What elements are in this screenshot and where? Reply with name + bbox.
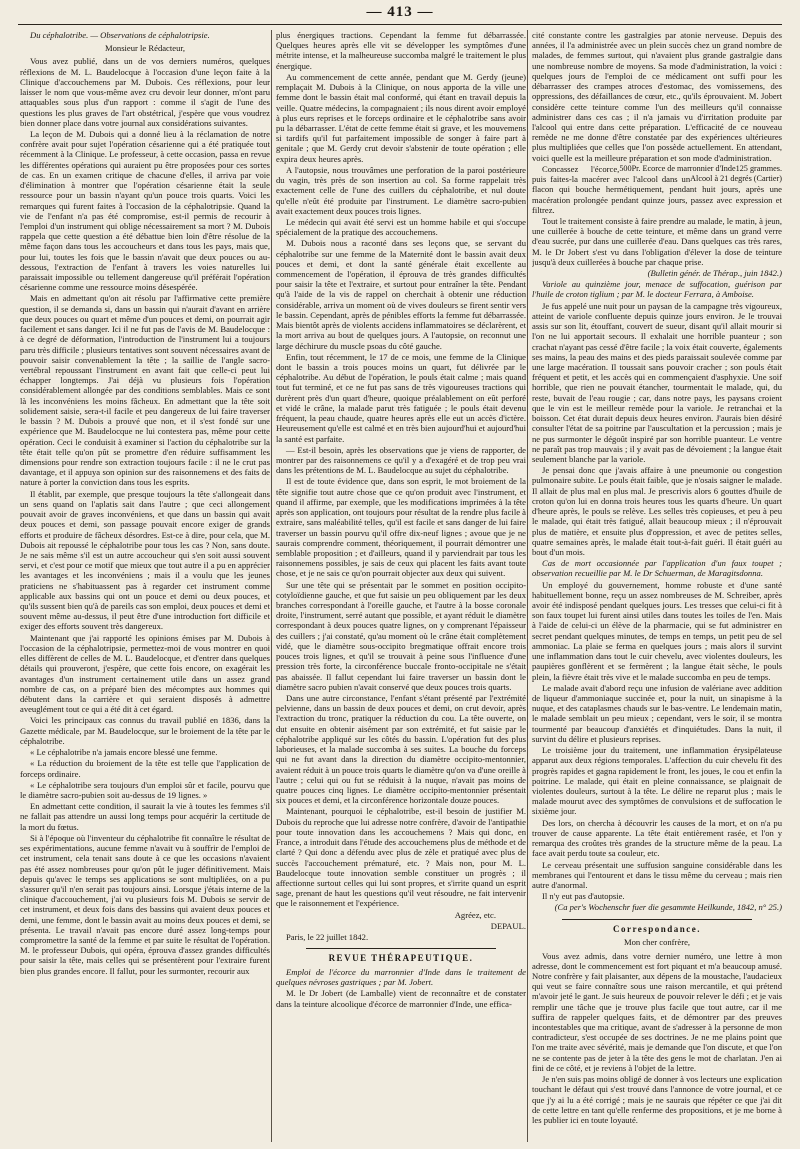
paragraph: Le cerveau présentait une suffusion sanguine considérable dans les membranes qui l'entourent et dans le tissu même du cerveau ; mais rien autre d'anormal. [532, 859, 782, 890]
paragraph: En admettant cette condition, il saurait la vie à toutes les femmes s'il ne fallait pas attendre un aussi long temps pour acquérir la certitude de la mort du fœtus. [20, 801, 270, 832]
column-divider [527, 30, 528, 1142]
paragraph: Il n'y eut pas d'autopsie. [542, 891, 625, 902]
paragraph: — Est-il besoin, après les observations que je viens de rapporter, de montrer par des raisonnemens ce qu'il y a d'exagéré et de trop peu vrai dans les prétentions de M. L. Baudelocque au sujet du céphalotribe. [276, 444, 526, 476]
column-2 [276, 30, 526, 1142]
column-divider [271, 30, 272, 1142]
paragraph: Sur une tête qui se présentait par le sommet en position occipito-cotyloïdienne gauche, et que fut saisie un peu obliquement par les deux branches correspondant à l'oreille gauche, et l'autre à la bosse coronale droite, l'instrument, serré autant que possible, et ayant réduit le diamètre correspondant à deux pouces quatre lignes, on y comprenant l'épaisseur des cuillers ; j'ai constaté, qu'au moment où le crâne était complètement vidé, que le diamètre sous-occipito bregmatique offrait encore trois pouces trois lignes, et qu'il se trouvait à peine sous l'influence d'une pression très forte, la circonférence buccale fronto-occipitale ne s'était pas abaissée. Il fallut cependant lui faire traverser un bassin dont le diamètre sacro pubien n'avait conservé que deux pouces trois quarts. [276, 579, 526, 692]
paragraph: Des lors, on chercha à découvrir les causes de la mort, et on n'a pu trouver de cause apparente. La tête était entièrement rasée, et l'on y remarqua des croûtes très grandes de la structure même de la peau. La face avait perdu toute sa couleur, etc. [532, 817, 782, 859]
column-3: cité constante contre les gastralgies par atonie nerveuse. Depuis des années, il l'a administrée avec un plein succès chez un grand nombre de malades, de femmes surtout, qui n'avaient plus grande gastralgie dans une nombreuse nombre de moyens. Sa mode d'administration, la voici : quelques jours de l'emploi de ce médicament ont suffi pour les débarrasser des crampes atroces d'estomac, des vomissemens, des oppressions, des défaillances de cœur, etc., qu'ils éprouvaient. M. Jobert considère cette teinture comme l'un des meilleurs qu'il connaisse administrer dans ces cas ; il n'a jamais vu d'irritation produite par l'alcool qui entre dans cette préparation. L'efficacité de ce nouveau remède ne me donne d'être constatée par des expériences ultérieures plus multipliées que celles que l'on possède actuellement. En attendant, voici quelle est la meilleure préparation et son mode d'administration. 125 grammes. Pr. Ecorce de marronnier d'Inde 500 Alcool à 21 degrés (Cartier) Concassez l'écorce, puis faites-la macérer avec l'alcool dans un flacon qui bouche hermétiquement, pendant huit jours, après une macération prolongée pendant quinze jours, passez avec expression et filtrez. Tout le traitement consiste à faire prendre au malade, le matin, à jeun, une cuillerée à bouche de cette teinture, et même dans un grand verre d'eau sucrée, pur dans une cuillerée d'eau. Dans quelques cas très rares, M. le Dr Jobert s'est vu dans l'obligation d'élever la dose de teinture jusqu'à deux cuillerées à bouche par chaque prise. (Bulletin génér. de Thérap., juin 1842.) Variole au quinzième jour, menace de suffocation, guérison par l'huile de croton tiglium ; par M. le docteur Ferrara, à Amboise. Je fus appelé une nuit pour un paysan de la campagne très vigoureux, atteint de variole confluente depuis quinze jours environ. Je le trouvai assis sur son lit, étouffant, couvert de sueur, disant qu'il allait mourir si l'on ne lui apportait secours. Il exhalait une horrible puanteur ; son crachat n'ayant pas cessé d'être facile ; la voix était couverte, égalements ses mains, la peau des mains et des pieds paraissait soulevée comme par une large macération. Il toussait sans pouvoir cracher ; son pouls était fréquent et petit, et les accès qui en commençaient d'asphyxie. Une soif horrible, que rien ne pouvait étancher, tourmentait le malade, qui, du reste, buvait de l'eau rougie ; car, dans notre pays, les paysans croient que le vin est le meilleur remède pour la variole. Je retranchai et la boisson. Cet état durait depuis deux heures environ. J'aurais bien désiré consulter l'état de sa poitrine par l'auscultation et la percussion ; mais je ne pus surmonter le dégoût inspiré par son horrible puanteur. Le ventre ne paraît pas trop mauvais ; il y avait pas de dévoiement ; la langue était seulement blanche par la variole. Je pensai donc que j'avais affaire à une pneumonie ou congestion pulmonaire subite. Le pouls était faible, que je n'osais saigner le malade. Il allait de plus mal en plus mal. Je prescrivis alors 6 gouttes d'huile de croton qu'on lui en donna trois heures tous les quarts d'heure. Un quart d'heure après, le pouls se relève. Les selles très copieuses, et peu à peu le malade, qui était très fatigué, allait beaucoup mieux ; il n'éprouvait plus de matière, et ensuite plus d'oppression, et avec de petites selles, quatre semaines après, le malade était tout-à-fait guéri. Il était guéri au bout d'un mois. Cas de mort occasionnée par l'application d'un faux toupet ; observation recueillie par M. le Dr Schuerman, de Maragitsdonna. Un employé du gouvernement, homme robuste et d'une santé habituellement bonne, reçu un assez nombreuses de M. Schreiber, après avoir été indisposé pendant quelques jours. Les tresses que celui-ci fit à son faux toupet lui furent ainsi utiles dans toutes les toiles de l'en. Mais à l'aide de celui-ci un élève de la pharmacie, qui se fut administrer en secret pendant quelques minutes, de temps en temps, un petit peu de sel ammoniac. La plaie se ferma en quelques jours ; mais alors il survint une inflammation dans tout le cuir chevelu, avec violentes douleurs, les paupières gonflèrent et se fermèrent ; la langue était sèche, le pouls plein, la fièvre était très vive et le malade succomba en peu de temps. Le malade avait d'abord reçu une infusion de valériane avec addition de liqueur d'ammoniaque succinée et, pour la nuit, un sinapisme à la nuque, et des cataplasmes chauds sur le bas-ventre. Le lendemain matin, le malade semblait un peu mieux ; cependant, vers le soir, il se montra tourmenté par beaucoup d'anxiétés et d'inquiétudes. Dans la nuit, il survint du délire et plusieurs reprises. Le troisième jour du traitement, une inflammation érysipélateuse apparut aux deux régions temporales. L'affection du cuir chevelu fit des progrès rapides et gagna rapidement le front, les joues, le cou et enfin la poitrine. Le malade, qui était en pleine connaissance, se plaignait de violentes douleurs, surtout à la tête. Le délire ne reparut plus ; mais le malade mourut avec des symptômes de convulsions et de suffocation le sixième jour. Des lors, on chercha à découvrir les causes de la mort, et on n'a pu trouver de cause apparente. La tête était entièrement rasée, et l'on y remarqua des croûtes très grandes de la structure même de la peau. La face avait perdu toute sa couleur, etc. Le cerveau présentait une suffusion sanguine considérable dans les membranes qui l'entourent et dans le tissu même du cerveau ; mais rien autre d'anormal. Il n'y eut pas d'autopsie. (Ca per's Wochenschr fuer die gesammte Heilkunde, 1842, n° 25.) Correspondance. Mon cher confrère, Vous avez admis, dans votre dernier numéro, une lettre à mon adresse, dont le commencement est fort piquant et m'a beaucoup amusé. Notre confrère y fait plaisanter, aux dépens de la moustache, l'audacieux qui veut se faire connaître sous une raison mercantile, et qui prétend m'avoir jeté le gant. Je suis heureux de pouvoir relever le défi ; et je vais remplir une tâche que je trouve plus facile que tout autre, car il me suffira de rappeler quelques faits, et de démontrer par des preuves incontestables que ma critique, avant de s'adresser à la personne de mon contradicteur, s'est occupée de ses doctrines. Je ne me plains point que l'on me traite avec sévérité, mais je demande que l'on discute, et que l'on ne se contente pas de jeter à la tête des gens le mot de charlatan. J'en ai fini de ce côté, et je reviens à l'objet de la lettre. Je n'en suis pas moins obligé de donner à vos lecteurs une explication touchant le défaut qui s'est trouvé dans l'annonce de votre journal, et ce que j'y ai lu a été corrigé ; mais je ne saurais que répéter ce que j'ai dit de cette lettre en tant qu'elle renferme des propositions, et je me borne à les publier ici en toute loyauté. [532, 30, 782, 1126]
paragraph: M. Dubois nous a raconté dans ses leçons que, se servant du céphalotribe sur une femme de la Maternité dont le bassin avait deux pouces et demi, et dont la santé générale était excellente au commencement de l'opération, il éprouva de très grandes difficultés pour saisir la tête et l'extraire, et surtout pour entraîner la tête. Pendant qu'à l'aide de la vis de rappel on cherchait à obtenir une réduction considérable, arriva un moment où de vives douleurs se firent sentir vers le bassin. Cependant, après de pénibles efforts la femme fut débarrassée. Mais bientôt après de violents accidens inflammatoires se déclarèrent, et la mort arriva au bout de quelques jours. A l'autopsie, on reconnut une large déchirure du muscle psoas du côté gauche. [276, 238, 526, 351]
paragraph: Voici les principaux cas connus du travail publié en 1836, dans la Gazette médicale, par M. Baudelocque, sur le broiement de la tête par le céphalotribe. [20, 715, 270, 746]
section-rule [562, 919, 752, 920]
paragraph: Dans une autre circonstance, l'enfant s'étant présenté par l'extrémité pelvienne, dans un bassin de deux pouces et demi, on crut devoir, après l'extraction du tronc, pratiquer la réduction du cou. La tête ouverte, on dut ensuite en obtenir aisément par son extrémité, et fut saisie par le céphalotribe appliqué sur les côtés du bassin. L'opération fut des plus laborieuses, et la malade succomba à ses suites. La bouche du forceps qui ne fut avant dans la direction du diamètre occipito-mentonnier, avaient réduit à un pouce trois quarts le diamètre qu'on va d'une oreille à l'autre ; celui qui ou fut se réduisit à la nuque, n'avait pas moins de quatre pouces cinq lignes. Le diamètre occipito-mentonnier présentait six pouces et demi, et la circonférence horizontale douze pouces. [276, 693, 526, 806]
paragraph: plus énergiques tractions. Cependant la femme fut débarrassée. Quelques heures après elle vit se développer les symptômes d'une métrite intense, et la malheureuse succomba malgré le traitement le plus énergique. [276, 30, 526, 71]
paragraph: Maintenant que j'ai rapporté les opinions émises par M. Dubois à l'occasion de la céphalotripsie, permettez-moi de vous montrer en quoi elles diffèrent de celles de M. L. Baudelocque, et d'entrer dans quelques détails qui prouveront, j'espère, que cette fois encore, on exagérait les avantages d'un instrument certainement utile dans un assez grand nombre de cas, on a préparé bien des mécomptes aux hommes qui débutent dans la carrière et qui seraient disposés à admettre aveuglément tout ce qui a été dit à cet égard. [20, 632, 270, 715]
dateline: Paris, le 22 juillet 1842. [286, 932, 369, 943]
paragraph: Concassez l'écorce, puis faites-la macérer avec l'alcool dans un flacon qui bouche hermétiquement, pendant huit jours, après une macération prolongée pendant quinze jours, passez avec expression et filtrez. [532, 163, 782, 215]
paragraph: Vous avez publié, dans un de vos derniers numéros, quelques réflexions de M. L. Baudelocque à l'occasion d'une leçon faite à la Clinique d'accouchemens par M. Dubois. Ces réflexions, pour leur laisser le nom que vous-même avez cru devoir leur donner, m'ont paru attaquables sous plus d'un rapport : comme il s'agit de l'une des questions les plus graves de l'art obstétrical, j'espère que vous voudrez bien donner place dans votre journal aux considérations suivantes. [20, 56, 270, 128]
paragraph: La leçon de M. Dubois qui a donné lieu à la réclamation de notre confrère avait pour sujet l'opération césarienne qui a été pratiquée tout récemment à la Clinique. Le professeur, à cette occasion, passa en revue les différentes opérations qui auraient pu être proposées pour ces sortes de cas. En un examen critique de chacune d'elles, il arriva par voie d'élimination à montrer que l'opération césarienne était la seule ressource pour un bassin n'ayant qu'un pouce trois quarts. Voici les remarques qui furent faites à l'occasion de la céphalotripsie. Quand la vie de l'enfant n'a pas été compromise, est-il permis de recourir à l'emploi d'un instrument qui oblige nécessairement sa mort ? M. Dubois rappela que cette question a été débattue bien loin d'être résolue de la même façon dans tous les accoucheurs et dans tous les pays, mais que, pour lui, toutes les fois que le bassin n'avait que deux pouces ou au-dessous, l'extraction de l'enfant à travers les voies naturelles lui paraissait impossible ou tellement dangereuse qu'il préférait l'opération césarienne comme une ressource moins désespérée. [20, 128, 270, 293]
quote-line: « Le céphalotribe n'a jamais encore blessé une femme. [30, 747, 218, 758]
paragraph: Je pensai donc que j'avais affaire à une pneumonie ou congestion pulmonaire subite. Le pouls était faible, que je n'osais saigner le malade. Il allait de plus mal en plus mal. Je prescrivis alors 6 gouttes d'huile de croton qu'on lui en donna trois heures tous les quarts d'heure. Un quart d'heure après, le pouls se relève. Les selles très copieuses, et peu à peu le malade, qui était très fatigué, allait beaucoup mieux ; il n'éprouvait plus de matière, et ensuite plus d'oppression, et avec de petites selles, quatre semaines après, le malade était tout-à-fait guéri. Il était guéri au bout d'un mois. [532, 465, 782, 557]
recipe-qty: 500 [619, 163, 632, 173]
paragraph: Le malade avait d'abord reçu une infusion de valériane avec addition de liqueur d'ammoniaque succinée et, pour la nuit, un sinapisme à la nuque, et des cataplasmes chauds sur le bas-ventre. Le lendemain matin, le malade semblait un peu mieux ; cependant, vers le soir, il se montra tourmenté par beaucoup d'anxiétés et d'inquiétudes. Dans la nuit, il survint du délire et plusieurs reprises. [532, 682, 782, 744]
paragraph: Je n'en suis pas moins obligé de donner à vos lecteurs une explication touchant le défaut qui s'est trouvé dans l'annonce de votre journal, et ce que j'y ai lu a été corrigé ; mais je ne saurais que répéter ce que j'ai dit de cette lettre en tant qu'elle renferme des propositions, et je me borne à les publier ici en toute loyauté. [532, 1074, 782, 1126]
paragraph: Maintenant, pourquoi le céphalotribe, est-il besoin de justifier M. Dubois du reproche que lui adresse notre confrère, d'avoir de l'antipathie pour toute innovation dans les accouchemens ? Mais qui donc, en France, a introduit dans l'étude des accouchemens plus de méthode et de clarté ? Qui donc a défendu avec plus de zèle et pratiqué avec plus de succès l'accouchement prématuré, etc. ? Mais non, pour M. L. Baudelocque toute innovation semble constituer un progrès ; il affectionne surtout celles qui lui sont propres, et s'irrite quand un esprit sage, prenant de haut les questions qu'il veut résoudre, ne fait intervenir que le raisonnement et l'expérience. [276, 806, 526, 909]
source-citation: (Bulletin génér. de Thérap., juin 1842.) [647, 268, 782, 279]
paragraph: Enfin, tout récemment, le 17 de ce mois, une femme de la Clinique dont le bassin a trois pouces moins un quart, fut délivrée par le céphalotribe. Au début de l'opération, le pouls était calme ; mais quand tout fut terminé, et ce ne fut pas sans de très vigoureuses tractions qui durèrent près d'un quart d'heure, quoique préalablement on eût perforé et vidé le crâne, la malade parut très fatiguée ; le pouls était devenu fréquent, la peau chaude, quatre heures après elle eut un accès d'ictère. Heureusement qu'elle est calmé et en très bien aujourd'hui et aujourd'hui la santé est parfaite. [276, 351, 526, 444]
paragraph: Le troisième jour du traitement, une inflammation érysipélateuse apparut aux deux régions temporales. L'affection du cuir chevelu fit des progrès rapides et gagna rapidement le front, les joues, le cou et enfin la poitrine. Le malade, qui était en pleine connaissance, se plaignait de violentes douleurs, surtout à la tête. Le délire ne reparut plus ; mais le malade mourut avec des symptômes de convulsions et de suffocation le sixième jour. [532, 745, 782, 817]
paragraph: Le médecin qui avait été servi est un homme habile et qui s'occupe spécialement de la pratique des accouchemens. [276, 216, 526, 238]
paragraph: Si à l'époque où l'inventeur du céphalotribe fit connaître le résultat de ses expérimentations, aucune femme n'avait vu à souffrir de l'emploi de cet instrument, cela tenait sans doute à ce que les occasions n'avaient pas été assez nombreuses pour qu'on pût le juger définitivement. Mais depuis qu'avec le temps ses applications se sont multipliées, on a pu s'assurer qu'il n'en serait pas toujours ainsi. Lorsque j'étais interne de la clinique d'accouchement, j'ai vu plusieurs fois M. Dubois se servir de cet instrument, et deux fois dans des bassins qui avaient deux pouces et demi, une femme, dont le bassin avait au moins deux pouces et demi, se présenta. Le travail n'avait pas encore duré assez long-temps pour compromettre la santé de la femme et par suite le résultat de l'opération. M. le professeur Dubois, qui opéra, éprouva d'assez grandes difficultés pour saisir la tête, mais celles qui se présentèrent pour l'extraire furent bien plus grandes encore. Il fallut, pour les surmonter, recourir aux [20, 832, 270, 976]
column-1 [20, 30, 270, 1142]
recipe-qty: 125 grammes. [735, 163, 782, 173]
section-heading: Correspondance. [612, 923, 702, 934]
article-title: Du céphalotribe. — Observations de céphalotripsie. [30, 30, 210, 40]
paragraph: A l'autopsie, nous trouvâmes une perforation de la paroi postérieure du vagin, très près de son insertion au col. Sa forme rappelait très exactement celle de l'une des cuillers du céphalotribe, et nul doute qu'elle n'eût été produite par l'instrument. Le diamètre sacro-pubien avait exactement deux pouces trois lignes. [276, 164, 526, 216]
paragraph: Tout le traitement consiste à faire prendre au malade, le matin, à jeun, une cuillerée à bouche de cette teinture, et même dans un grand verre d'eau sucrée, pur dans une cuillerée d'eau. Dans quelques cas très rares, M. le Dr Jobert s'est vu dans l'obligation d'élever la dose de teinture jusqu'à deux cuillerées à bouche par chaque prise. [532, 215, 782, 267]
section-heading: REVUE THÉRAPEUTIQUE. [328, 953, 474, 964]
article-title: Emploi de l'écorce du marronnier d'Inde dans le traitement de quelques névroses gastriques ; par M. Jobert. [276, 966, 526, 988]
section-rule [306, 948, 496, 949]
closing: Agréez, etc. [454, 909, 496, 920]
page-number: — 413 — [366, 4, 434, 20]
paragraph: Vous avez admis, dans votre dernier numéro, une lettre à mon adresse, dont le commencement est fort piquant et m'a beaucoup amusé. Notre confrère y fait plaisanter, aux dépens de la moustache, l'audacieux qui veut se faire connaître sous une raison mercantile, et qui prétend m'avoir jeté le gant. Je suis heureux de pouvoir relever le défi ; et je vais remplir une tâche que je trouve plus facile que tout autre, car il me suffira de rappeler quelques faits, et de démontrer par des preuves incontestables que ma critique, avant de s'adresser à la personne de mon contradicteur, s'est occupée de ses doctrines. Je ne me plains point que l'on me traite avec sévérité, mais je demande que l'on discute, et que l'on ne se contente pas de jeter à la tête des gens le mot de charlatan. J'en ai fini de ce côté, et je reviens à l'objet de la lettre. [532, 950, 782, 1073]
quote-line: « Le céphalotribe sera toujours d'un emploi sûr et facile, pourvu que le diamètre sacro-pubien soit au-dessus de 19 lignes. » [20, 779, 270, 800]
quote-line: « La réduction du broiement de la tête est telle que l'application de forceps ordinaire. [20, 758, 270, 779]
source-citation: (Ca per's Wochenschr fuer die gesammte Heilkunde, 1842, n° 25.) [554, 902, 782, 913]
paragraph: Il est de toute évidence que, dans son esprit, le mot broiement de la tête signifie tout autre chose que ce qu'on produit avec l'instrument, et quand il affirme, par exemple, que les modifications imprimées à la tête après son application, ont toujours pour résultat de la rendre plus facile à extraire, sans maléabilité telles, qu'il est facile et sans danger de lui faire traverser un bassin pourvu qu'il offre dix-neuf lignes ; avoue que je ne saurais comprendre comment, théoriquement, il pourrait démontrer une semblable proposition ; et d'ailleurs, quand il y parviendrait par tous les raisonnemens possibles, je sais de ceux qui placent les faits avant toute chose, et je ne sais ce qu'on pourrait objecter aux deux qui suivent. [276, 476, 526, 579]
paragraph: cité constante contre les gastralgies par atonie nerveuse. Depuis des années, il l'a administrée avec un plein succès chez un grand nombre de malades, de femmes surtout, qui n'avaient plus grande gastralgie dans une nombreuse nombre de moyens. Sa mode d'administration, la voici : quelques jours de l'emploi de ce médicament ont suffi pour les débarrasser des crampes atroces d'estomac, des vomissemens, des oppressions, des défaillances de cœur, etc., qu'ils éprouvaient. M. Jobert considère cette teinture comme l'un des meilleurs qu'il connaisse administrer dans ces cas ; il n'a jamais vu d'irritation produite par l'alcool qui entre dans cette préparation. L'efficacité de ce nouveau remède ne me donne d'être constatée par des expériences ultérieures plus multipliées que celles que l'on possède actuellement. En attendant, voici quelle est la meilleure préparation et son mode d'administration. [532, 30, 782, 163]
salutation: Monsieur le Rédacteur, [104, 43, 186, 54]
case-title: Cas de mort occasionnée par l'application d'un faux toupet ; observation recueillie par M. le Dr Schuerman, de Maragitsdonna. [532, 558, 782, 579]
paragraph: Mais en admettant qu'on ait résolu par l'affirmative cette première question, il se demanda si, dans un bassin qui n'aurait d'avant en arrière que deux pouces ou quart et même d'un pouces et demi, on pourrait agir facilement et sans danger. Ici il ne fut pas de l'avis de M. Baudelocque : à ce degré de déformation, l'introduction de l'instrument lui a toujours paru très difficile ; plusieurs tentatives sont souvent nécessaires avant de pouvoir saisir convenablement la tête ; la saillie de l'angle sacro-vertébral repoussant l'instrument en avant fait que celle-ci peut lui échapper longtemps. J'ai déjà vu plusieurs fois l'opération considérablement allongée par des conditions semblables. Mais ce sont là les inconvéniens les moins fâcheux. En admettant que la tête soit solidement saisie, sera-t-il facile et peu dangereux de lui faire traverser le bassin ? M. Dubois a prouvé que non, et il s'est fondé sur une expérience que M. Baudelocque ne lui contestera pas, même pour cette opération. Ceci le conduisit à examiner si l'action du céphalotribe sur la tête était telle qu'on pût se promettre d'en réduire suffisamment les dimensions pour rendre son extraction toujours facile : il ne le crut pas davantage, et il appuya son opinion sur des raisonnemens et des faits de nature à porter la conviction dans tous les esprits. [20, 293, 270, 488]
paragraph: Un employé du gouvernement, homme robuste et d'une santé habituellement bonne, reçu un assez nombreuses de M. Schreiber, après avoir été indisposé pendant quelques jours. Les tresses que celui-ci fit à son faux toupet lui furent ainsi utiles dans toutes les toiles de l'en. Mais à l'aide de celui-ci un élève de la pharmacie, qui se fut administrer en secret pendant quelques minutes, de temps en temps, un petit peu de sel ammoniac. La plaie se ferma en quelques jours ; mais alors il survint une inflammation dans tout le cuir chevelu, avec violentes douleurs, les paupières gonflèrent et se fermèrent ; la langue était sèche, le pouls plein, la fièvre était très vive et le malade succomba en peu de temps. [532, 579, 782, 682]
signature: DEPAUL. [490, 920, 526, 931]
paragraph: Il établit, par exemple, que presque toujours la tête s'allongeait dans un sens quand on l'aplatis sait dans l'autre ; que ceci allongement pouvait avoir de graves inconvéniens, et que dans un bassin qui avait deux pouces et demi, son passage pouvait encore exiger de grands efforts et produire de fâcheux désordres. Est-ce à dire, pour cela, que M. Dubois ait repoussé le céphalotribe pour tous les cas ? Non, sans doute. Je ne sais même s'il est un autre accoucheur qui s'en soit aussi souvent servi, et c'est pour ce motif que mieux que tout autre il a pu en apprécier les avantages et les inconvéniens ; mais il a voulu que les jeunes praticiens ne s'habituassent pas à regarder cet instrument comme applicable aux bassins qui ont un pouce et demi ou deux pouces, et qu'ils sussent bien qu'à de pareils cas son emploi, deux pouces et demi et souvent même au-dessus, il peut être d'une introduction fort difficile et exiger des efforts souvent très dangereux. [20, 488, 270, 632]
salutation: Mon cher confrère, [623, 937, 691, 948]
paragraph: Je fus appelé une nuit pour un paysan de la campagne très vigoureux, atteint de variole confluente depuis quinze jours environ. Je le trouvai assis sur son lit, étouffant, couvert de sueur, disant qu'il allait mourir si l'on ne lui apportait secours. Il exhalait une horrible puanteur ; son crachat n'ayant pas cessé d'être facile ; la voix était couverte, égalements ses mains, la peau des mains et des pieds paraissait soulevée comme par une large macération. Il toussait sans pouvoir cracher ; son pouls était fréquent et petit, et les accès qui en commençaient d'asphyxie. Une soif horrible, que rien ne pouvait étancher, tourmentait le malade, qui, du reste, buvait de l'eau rougie ; car, dans notre pays, les paysans croient que le vin est le meilleur remède pour la variole. Je retranchai et la boisson. Cet état durait depuis deux heures environ. J'aurais bien désiré consulter l'état de sa poitrine par l'auscultation et la percussion ; mais je ne pus surmonter le dégoût inspiré par son horrible puanteur. Le ventre ne paraît pas trop mauvais ; il y avait pas de dévoiement ; la langue était seulement blanche par la variole. [532, 300, 782, 464]
paragraph: M. le Dr Jobert (de Lamballe) vient de reconnaître et de constater dans la teinture alcoolique d'écorce de marronnier d'Inde, une effica- [276, 988, 526, 1009]
paragraph: Au commencement de cette année, pendant que M. Gerdy (jeune) remplaçait M. Dubois à la Clinique, on nous apporta de la ville une femme dont le bassin était mal conformé, qui étant en travail depuis la veille. Quatre médecins, la compagnaient ; ils nous dirent avoir employé à plus eurs reprises et le forceps ordinaire et le céphalotribe sans avoir pu la débarrasser. L'état de cette femme était si grave, et les mouvemens si tardifs qu'il fut parfaitement impossible de songer à faire part à genitale ; que M. Gerdy crut devoir s'abstenir de toute opération ; elle expira deux heures après. [276, 71, 526, 164]
header-rule [18, 24, 782, 25]
case-title: Variole au quinzième jour, menace de suffocation, guérison par l'huile de croton tiglium ; par M. le docteur Ferrara, à Amboise. [532, 279, 782, 300]
